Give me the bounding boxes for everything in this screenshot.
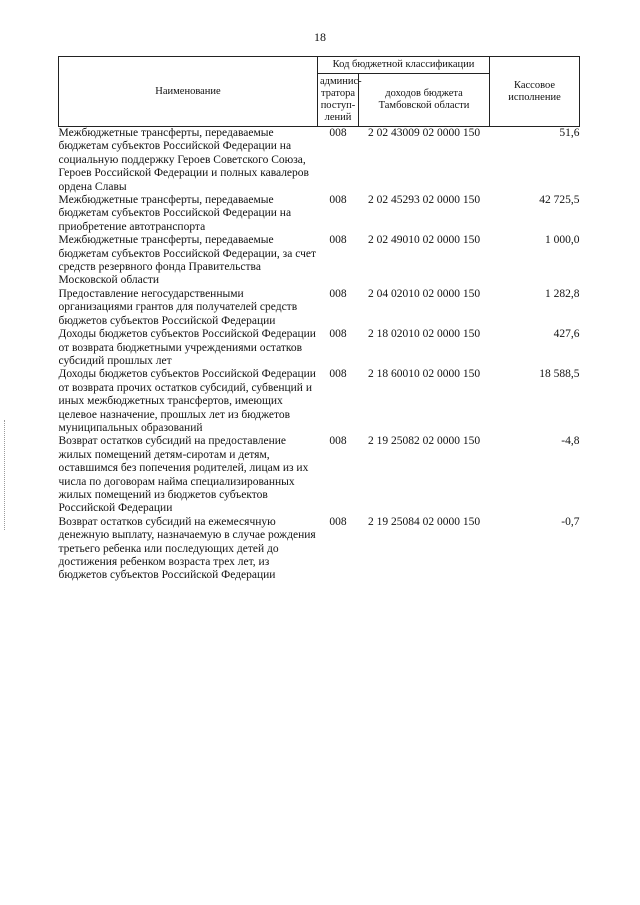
row-income-code: 2 02 43009 02 0000 150: [367, 127, 481, 139]
row-income-code: 2 19 25084 02 0000 150: [367, 515, 481, 528]
table-row: [59, 288, 580, 328]
table-row: [59, 127, 580, 195]
page-number: 18: [314, 30, 326, 44]
table-body: [59, 127, 580, 583]
header-income: [359, 74, 490, 127]
margin-mark: [4, 420, 6, 530]
row-admin-code: 008: [329, 194, 347, 207]
row-name: Межбюджетные трансферты, передаваемые бюджетам субъектов Российской Федерации на социальную поддержку Героев Советского Союза, Героев Российской Федерации и полных кавалеров ордена Славы: [58, 127, 309, 193]
budget-classification-table: [58, 56, 580, 583]
row-income-code: 2 02 45293 02 0000 150: [367, 194, 481, 207]
row-admin-code: 008: [329, 435, 347, 448]
header-execution: [490, 57, 580, 127]
row-admin-code: 008: [329, 515, 347, 528]
row-name: Возврат остатков субсидий на ежемесячную денежную выплату, назначаемую в случае рождения третьего ребенка или последующих детей до достижения ребенком возраста трех лет, из бюджетов субъектов Российской Федерации: [58, 515, 316, 582]
row-amount: 1 000,0: [545, 234, 580, 247]
row-admin-code: 008: [329, 287, 347, 300]
row-income-code: 2 18 02010 02 0000 150: [367, 328, 481, 341]
table-row: [59, 516, 580, 583]
row-admin-code: 008: [329, 368, 347, 381]
row-amount: 1 282,8: [545, 287, 580, 300]
row-amount: -4,8: [561, 435, 580, 448]
row-income-code: 2 18 60010 02 0000 150: [367, 368, 481, 381]
table-header: [59, 57, 580, 127]
row-name: Доходы бюджетов субъектов Российской Федерации от возврата прочих остатков субсидий, субвенций и иных межбюджетных трансфертов, имеющих целевое назначение, прошлых лет из бюджетов муниципальных образований: [58, 368, 316, 434]
row-name: Межбюджетные трансферты, передаваемые бюджетам субъектов Российской Федерации, за счет средств резервного фонда Правительства Московской области: [58, 234, 316, 287]
row-amount: 42 725,5: [539, 194, 580, 207]
row-income-code: 2 02 49010 02 0000 150: [367, 234, 481, 247]
header-name: Наименование: [59, 57, 318, 127]
row-admin-code: 008: [329, 234, 347, 247]
row-name: Возврат остатков субсидий на предоставление жилых помещений детям-сиротам и детям, оставшимся без попечения родителей, лицам из их числа по договорам найма специализированных жилых помещений из бюджетов субъектов Российской Федерации: [58, 435, 309, 515]
table-row: [59, 194, 580, 234]
table-row: [59, 435, 580, 515]
table-row: [59, 328, 580, 368]
row-amount: 51,6: [559, 127, 580, 139]
row-admin-code: 008: [329, 328, 347, 341]
row-amount: 427,6: [553, 328, 580, 341]
row-amount: 18 588,5: [539, 368, 580, 381]
row-admin-code: 008: [329, 127, 347, 139]
header-admin: [318, 74, 362, 127]
row-name: Межбюджетные трансферты, передаваемые бюджетам субъектов Российской Федерации на приобретение автотранспорта: [58, 194, 292, 233]
header-admin-text: админис- тратора поступ- лений: [320, 76, 362, 123]
header-code-group: Код бюджетной классификации: [318, 57, 490, 74]
row-income-code: 2 19 25082 02 0000 150: [367, 435, 481, 448]
table-row: [59, 368, 580, 435]
row-name: Предоставление негосударственными организациями грантов для получателей средств бюджетов субъектов Российской Федерации: [58, 287, 298, 327]
header-execution-text: Кассовое исполнение: [508, 79, 561, 103]
row-amount: -0,7: [561, 515, 580, 528]
row-income-code: 2 04 02010 02 0000 150: [367, 287, 481, 300]
table-row: [59, 234, 580, 288]
header-income-text: доходов бюджета Тамбовской области: [378, 88, 470, 111]
row-name: Доходы бюджетов субъектов Российской Федерации от возврата бюджетными учреждениями остатков субсидий прошлых лет: [58, 328, 316, 367]
